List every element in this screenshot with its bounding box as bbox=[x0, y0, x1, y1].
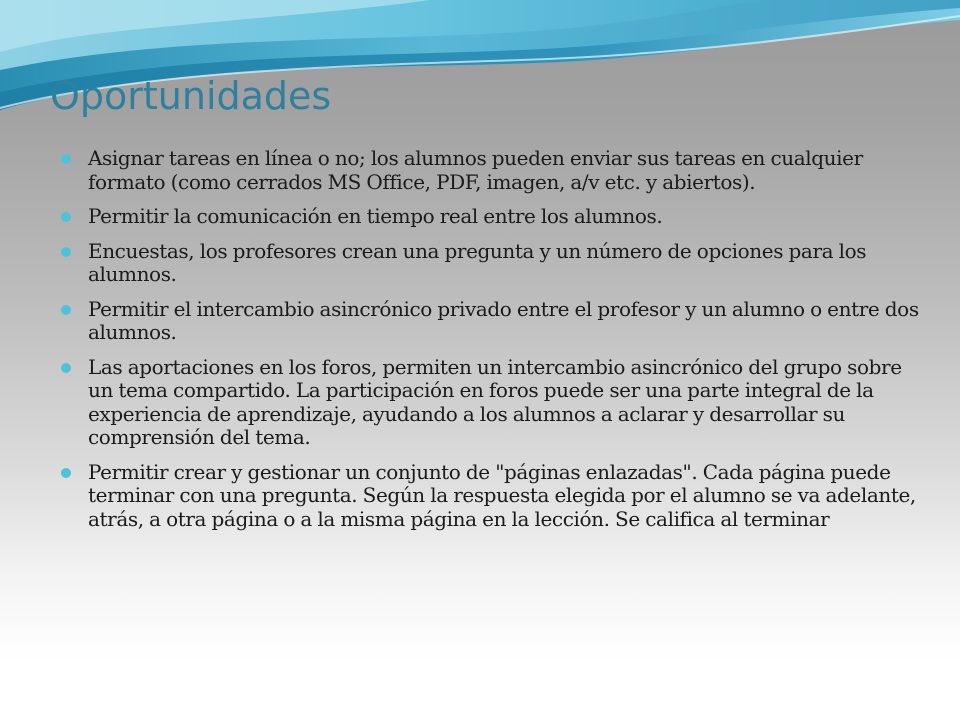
bullet-text: Permitir la comunicación en tiempo real entre los alumnos. bbox=[88, 204, 663, 228]
bullet-item bbox=[60, 356, 920, 450]
bullet-dot-icon bbox=[61, 247, 71, 257]
bullet-text: Permitir crear y gestionar un conjunto de "páginas enlazadas". Cada página puede terminar con una pregunta. Según la respuesta elegida por el alumno se va adelante, atrás, a otra página o a la misma página en la lección. Se califica al terminar bbox=[88, 459, 916, 531]
bullet-text: Encuestas, los profesores crean una pregunta y un número de opciones para los alumnos. bbox=[88, 238, 867, 286]
bullet-text: Las aportaciones en los foros, permiten un intercambio asincrónico del grupo sobre un tema compartido. La participación en foros puede ser una parte integral de la experiencia de aprendizaje, ayudando a los alumnos a aclarar y desarrollar su comprensión del tema. bbox=[88, 354, 902, 449]
bullet-dot-icon bbox=[61, 154, 71, 164]
bullet-text: Asignar tareas en línea o no; los alumnos pueden enviar sus tareas en cualquier formato (como cerrados MS Office, PDF, imagen, a/v etc. y abiertos). bbox=[88, 146, 863, 194]
bullet-text: Permitir el intercambio asincrónico privado entre el profesor y un alumno o entre dos alumnos. bbox=[88, 296, 919, 344]
bullet-dot-icon bbox=[61, 468, 71, 478]
bullet-item bbox=[60, 298, 920, 345]
slide-title: Oportunidades bbox=[50, 74, 332, 118]
bullet-item bbox=[60, 205, 920, 229]
bullet-dot-icon bbox=[61, 305, 71, 315]
bullet-item bbox=[60, 147, 920, 194]
bullet-dot-icon bbox=[61, 363, 71, 373]
bullet-list bbox=[60, 147, 920, 542]
bullet-dot-icon bbox=[61, 212, 71, 222]
bullet-item bbox=[60, 461, 920, 532]
bullet-item bbox=[60, 240, 920, 287]
